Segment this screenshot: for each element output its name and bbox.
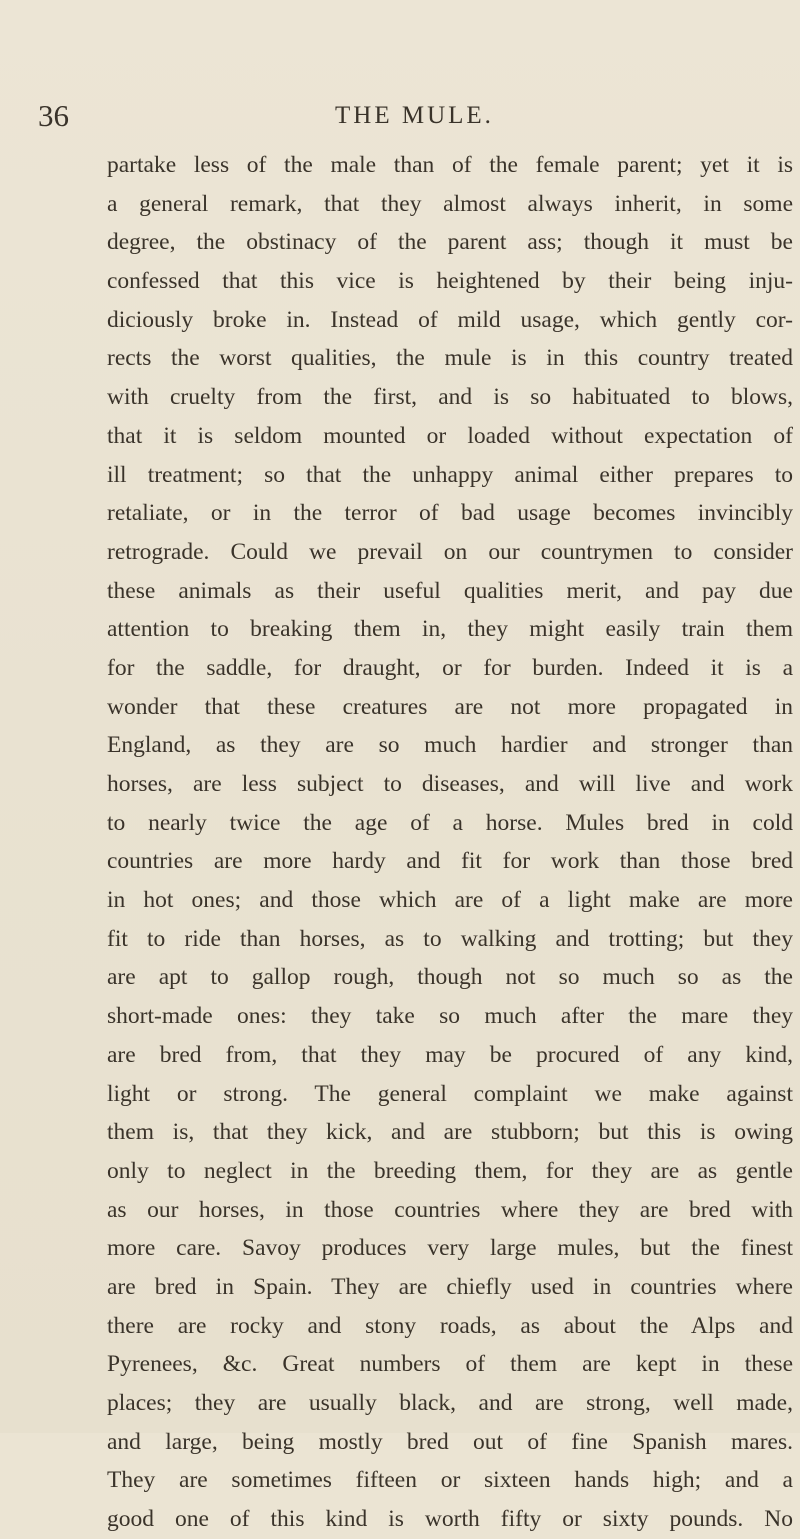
text-line: with cruelty from the first, and is so habituated to blows, xyxy=(107,384,793,411)
text-line: light or strong. The general complaint we make against xyxy=(107,1080,793,1107)
text-line: more care. Savoy produces very large mules, but the finest xyxy=(107,1235,793,1262)
text-line: that it is seldom mounted or loaded without expectation of xyxy=(107,422,793,449)
text-line: short-made ones: they take so much after the mare they xyxy=(107,1003,793,1030)
running-title: THE MULE. xyxy=(335,102,494,129)
text-line: for the saddle, for draught, or for burden. Indeed it is a xyxy=(107,654,793,681)
text-line: fit to ride than horses, as to walking and trotting; but they xyxy=(107,925,793,952)
text-line: partake less of the male than of the female parent; yet it is xyxy=(107,152,793,178)
text-line: degree, the obstinacy of the parent ass; though it must be xyxy=(107,229,793,256)
text-line: wonder that these creatures are not more propagated in xyxy=(107,693,793,720)
text-line: there are rocky and stony roads, as about the Alps and xyxy=(107,1312,793,1339)
text-line: horses, are less subject to diseases, and will live and work xyxy=(107,771,793,797)
text-line: countries are more hardy and fit for work than those bred xyxy=(107,848,793,875)
text-line: to nearly twice the age of a horse. Mules bred in cold xyxy=(107,809,793,836)
text-line: only to neglect in the breeding them, for they are as gentle xyxy=(107,1157,793,1184)
text-line: retaliate, or in the terror of bad usage becomes invincibly xyxy=(107,500,793,527)
text-line: diciously broke in. Instead of mild usage, which gently cor- xyxy=(107,306,793,333)
text-line: and large, being mostly bred out of fine Spanish mares. xyxy=(107,1428,793,1455)
text-line: these animals as their useful qualities merit, and pay due xyxy=(107,577,793,604)
text-line: rects the worst qualities, the mule is in this country treated xyxy=(107,345,793,372)
text-line: are bred from, that they may be procured of any kind, xyxy=(107,1041,793,1068)
text-line: them is, that they kick, and are stubborn; but this is owing xyxy=(107,1119,793,1146)
text-line: good one of this kind is worth fifty or sixty pounds. No xyxy=(107,1506,793,1533)
text-line: as our horses, in those countries where they are bred with xyxy=(107,1196,793,1223)
page-number: 36 xyxy=(38,98,69,133)
text-line: retrograde. Could we prevail on our countrymen to consider xyxy=(107,538,793,565)
text-line: in hot ones; and those which are of a light make are more xyxy=(107,887,793,914)
text-line: Pyrenees, &c. Great numbers of them are kept in these xyxy=(107,1351,793,1378)
text-line: are apt to gallop rough, though not so much so as the xyxy=(107,964,793,991)
text-line: attention to breaking them in, they might easily train them xyxy=(107,616,793,643)
text-line: ill treatment; so that the unhappy animal either prepares to xyxy=(107,461,793,488)
text-line: places; they are usually black, and are strong, well made, xyxy=(107,1390,793,1416)
text-line: England, as they are so much hardier and stronger than xyxy=(107,732,793,759)
text-line: a general remark, that they almost always inherit, in some xyxy=(107,190,793,217)
text-line: are bred in Spain. They are chiefly used in countries where xyxy=(107,1273,793,1300)
body-text xyxy=(107,146,793,1539)
text-line: They are sometimes fifteen or sixteen hands high; and a xyxy=(107,1467,793,1494)
text-line: confessed that this vice is heightened by their being inju- xyxy=(107,268,793,295)
